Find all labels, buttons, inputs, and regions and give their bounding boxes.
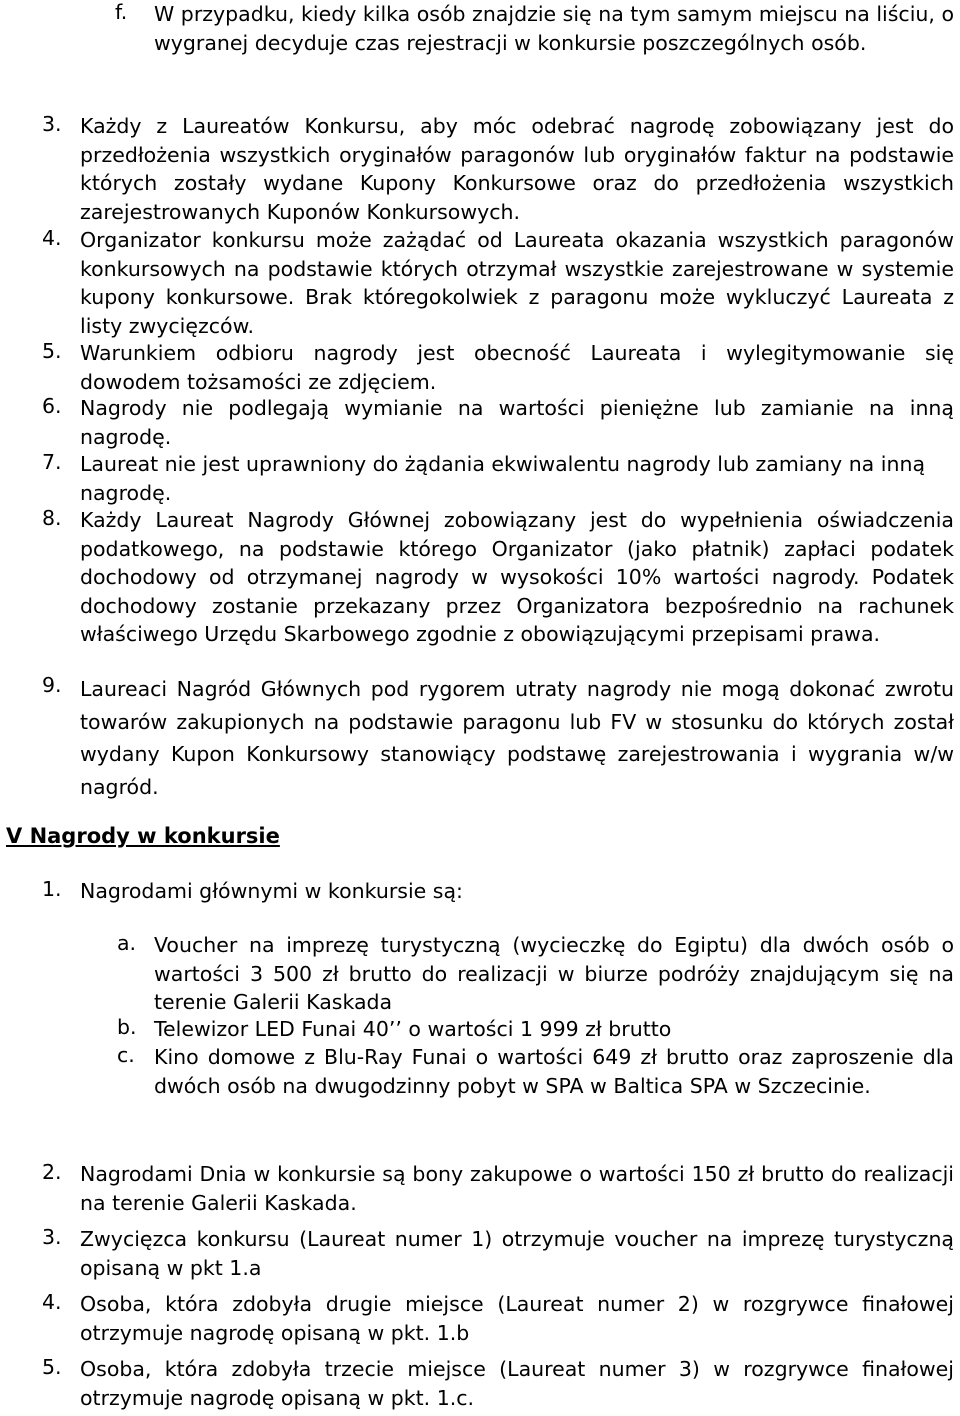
list-item-text: Laureaci Nagród Głównych pod rygorem utraty nagrody nie mogą dokonać zwrotu towarów zakupionych na podstawie paragonu lub FV w stosunku do których został wydany Kupon Konkursowy stanowiący podstawę zarejestrowania i wygrania w/w nagród. [80,677,954,799]
list-item-3 [42,112,954,226]
list-item-text: Organizator konkursu może zażądać od Laureata okazania wszystkich paragonów konkursowych na podstawie których otrzymał wszystkie zarejestrowane w systemie kupony konkursowe. Brak któregokolwiek z paragonu może wykluczyć Laureata z listy zwycięzców. [80,228,954,338]
list-item-text: Nagrody nie podlegają wymianie na wartości pieniężne lub zamianie na inną nagrodę. [80,396,954,449]
list-number: 7. [42,450,62,474]
list-number: 4. [42,226,62,250]
list-number: 5. [42,1355,62,1379]
sublist-item-a [117,931,954,1017]
list-item-text: Warunkiem odbioru nagrody jest obecność Laureata i wylegitymowanie się dowodem tożsamości ze zdjęciem. [80,341,954,394]
list-item-4 [42,1290,954,1347]
list-number: 4. [42,1290,62,1314]
list-item-3 [42,1225,954,1282]
sublist-item-text: Kino domowe z Blu-Ray Funai o wartości 649 zł brutto oraz zaproszenie dla dwóch osób na dwugodzinny pobyt w SPA w Baltica SPA w Szczecinie. [154,1045,954,1098]
sublist-item-text: Voucher na imprezę turystyczną (wycieczkę do Egiptu) dla dwóch osób o wartości 3 500 zł brutto do realizacji w biurze podróży znajdującym się na terenie Galerii Kaskada [154,933,954,1014]
list-item-5 [42,339,954,396]
list-item-text: W przypadku, kiedy kilka osób znajdzie się na tym samym miejscu na liściu, o wygranej decyduje czas rejestracji w konkursie poszczególnych osób. [154,2,954,55]
list-item-4 [42,226,954,340]
list-item-1 [42,877,954,906]
list-item-7 [42,450,940,507]
list-item-9 [42,673,954,803]
list-item-text: Nagrodami głównymi w konkursie są: [80,879,463,903]
sublist-marker: b. [117,1015,137,1039]
list-item-text: Laureat nie jest uprawniony do żądania ekwiwalentu nagrody lub zamiany na inną nagrodę. [80,452,926,505]
sublist-item-text: Telewizor LED Funai 40’’ o wartości 1 999 zł brutto [154,1017,672,1041]
list-number: 3. [42,112,62,136]
list-item-2 [42,1160,954,1217]
list-item-text: Każdy z Laureatów Konkursu, aby móc odebrać nagrodę zobowiązany jest do przedłożenia wszystkich oryginałów paragonów lub oryginałów faktur na podstawie których zostały wydane Kupony Konkursowe oraz do przedłożenia wszystkich zarejestrowanych Kuponów Konkursowych. [80,114,954,224]
list-item-text: Nagrodami Dnia w konkursie są bony zakupowe o wartości 150 zł brutto do realizacji na terenie Galerii Kaskada. [80,1162,954,1215]
list-marker: f. [115,0,128,24]
sublist-marker: a. [117,931,137,955]
list-number: 2. [42,1160,62,1184]
list-number: 9. [42,673,62,697]
sublist-marker: c. [117,1043,135,1067]
list-number: 8. [42,506,62,530]
list-item-5 [42,1355,954,1412]
list-number: 5. [42,339,62,363]
list-item-f [115,0,954,57]
list-item-text: Każdy Laureat Nagrody Głównej zobowiązany jest do wypełnienia oświadczenia podatkowego, na podstawie którego Organizator (jako płatnik) zapłaci podatek dochodowy od otrzymanej nagrody w wysokości 10% wartości nagrody. Podatek dochodowy zostanie przekazany przez Organizatora bezpośrednio na rachunek właściwego Urzędu Skarbowego zgodnie z obowiązującymi przepisami prawa. [80,508,954,646]
sublist-item-b [117,1015,954,1044]
section-heading: V Nagrody w konkursie [6,824,280,848]
list-item-text: Zwycięzca konkursu (Laureat numer 1) otrzymuje voucher na imprezę turystyczną opisaną w pkt 1.a [80,1227,954,1280]
list-item-8 [42,506,954,649]
list-number: 6. [42,394,62,418]
list-number: 1. [42,877,62,901]
sublist-item-c [117,1043,954,1100]
list-number: 3. [42,1225,62,1249]
list-item-text: Osoba, która zdobyła trzecie miejsce (Laureat numer 3) w rozgrywce finałowej otrzymuje nagrodę opisaną w pkt. 1.c. [80,1357,954,1410]
list-item-text: Osoba, która zdobyła drugie miejsce (Laureat numer 2) w rozgrywce finałowej otrzymuje nagrodę opisaną w pkt. 1.b [80,1292,954,1345]
list-item-6 [42,394,954,451]
